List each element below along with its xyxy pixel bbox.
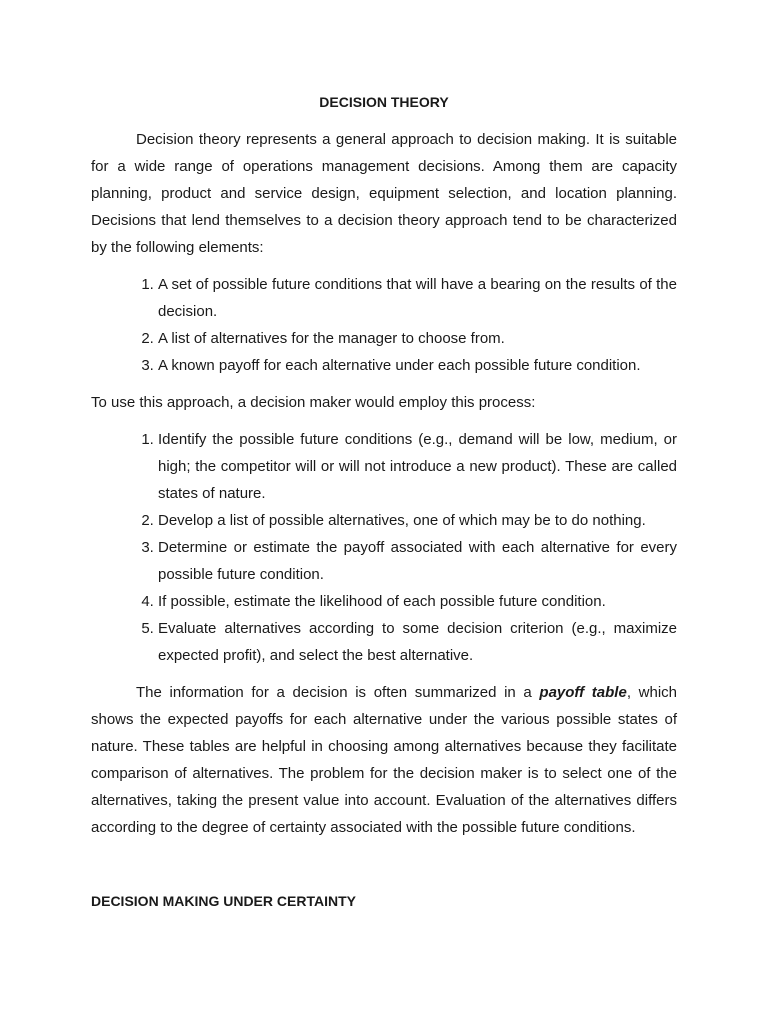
payoff-paragraph [91, 679, 677, 841]
payoff-paragraph-start: The information for a decision is often summarized in a [136, 684, 540, 701]
process-steps-list [91, 426, 677, 669]
process-intro-paragraph: To use this approach, a decision maker would employ this process: [91, 394, 536, 411]
intro-paragraph: Decision theory represents a general approach to decision making. It is suitable for a wide range of operations management decisions. Among them are capacity planning, product and service design, equipment selection, and location planning. Decisions that lend themselves to a decision theory approach tend to be characterized by the following elements: [91, 131, 677, 256]
document-title: DECISION THEORY [319, 94, 449, 110]
list-item: 3. Determine or estimate the payoff associated with each alternative for every possible future condition. [158, 534, 677, 588]
list-item: 3. A known payoff for each alternative under each possible future condition. [158, 352, 677, 379]
payoff-table-term: payoff table [539, 684, 627, 701]
payoff-paragraph-end: , which shows the expected payoffs for each alternative under the various possible states of nature. These tables are helpful in choosing among alternatives because they facilitate comparison of alternatives. The problem for the decision maker is to select one of the alternatives, taking the present value into account. Evaluation of the alternatives differs according to the degree of certainty associated with the possible future conditions. [91, 684, 678, 836]
list-item: 1. A set of possible future conditions that will have a bearing on the results of the decision. [158, 271, 677, 325]
section-heading: DECISION MAKING UNDER CERTAINTY [91, 893, 356, 909]
document-body [91, 90, 677, 913]
list-item: 2. A list of alternatives for the manager to choose from. [158, 325, 677, 352]
list-item: 5. Evaluate alternatives according to some decision criterion (e.g., maximize expected profit), and select the best alternative. [158, 615, 677, 669]
elements-list [91, 271, 677, 379]
list-item: 2. Develop a list of possible alternatives, one of which may be to do nothing. [158, 507, 677, 534]
list-item: 4. If possible, estimate the likelihood of each possible future condition. [158, 588, 677, 615]
list-item: 1. Identify the possible future conditions (e.g., demand will be low, medium, or high; the competitor will or will not introduce a new product). These are called states of nature. [158, 426, 677, 507]
